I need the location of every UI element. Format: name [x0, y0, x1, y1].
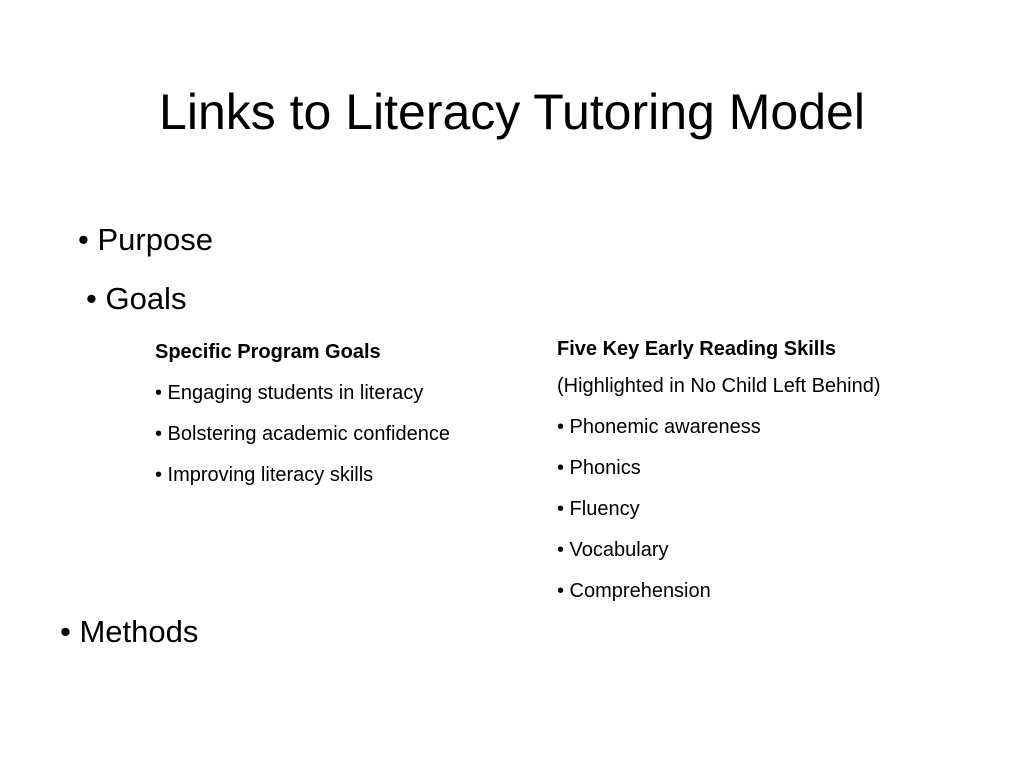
reading-skill-item: • Vocabulary [557, 539, 669, 561]
reading-skill-item: • Comprehension [557, 580, 711, 602]
reading-skills-block [557, 337, 881, 620]
bullet-purpose: • Purpose [78, 222, 213, 257]
reading-skill-item: • Phonemic awareness [557, 416, 761, 438]
program-goals-heading: Specific Program Goals [155, 341, 381, 363]
reading-skill-item: • Fluency [557, 498, 640, 520]
program-goal-item: • Bolstering academic confidence [155, 423, 450, 445]
bullet-goals: • Goals [86, 281, 187, 316]
program-goal-item: • Engaging students in literacy [155, 382, 424, 404]
reading-skills-heading: Five Key Early Reading Skills [557, 338, 837, 360]
reading-skills-note: (Highlighted in No Child Left Behind) [557, 375, 881, 397]
program-goal-item: • Improving literacy skills [155, 464, 374, 486]
program-goals-block [155, 340, 450, 504]
bullet-methods: • Methods [60, 614, 199, 649]
reading-skill-item: • Phonics [557, 457, 641, 479]
slide-title: Links to Literacy Tutoring Model [159, 84, 865, 140]
